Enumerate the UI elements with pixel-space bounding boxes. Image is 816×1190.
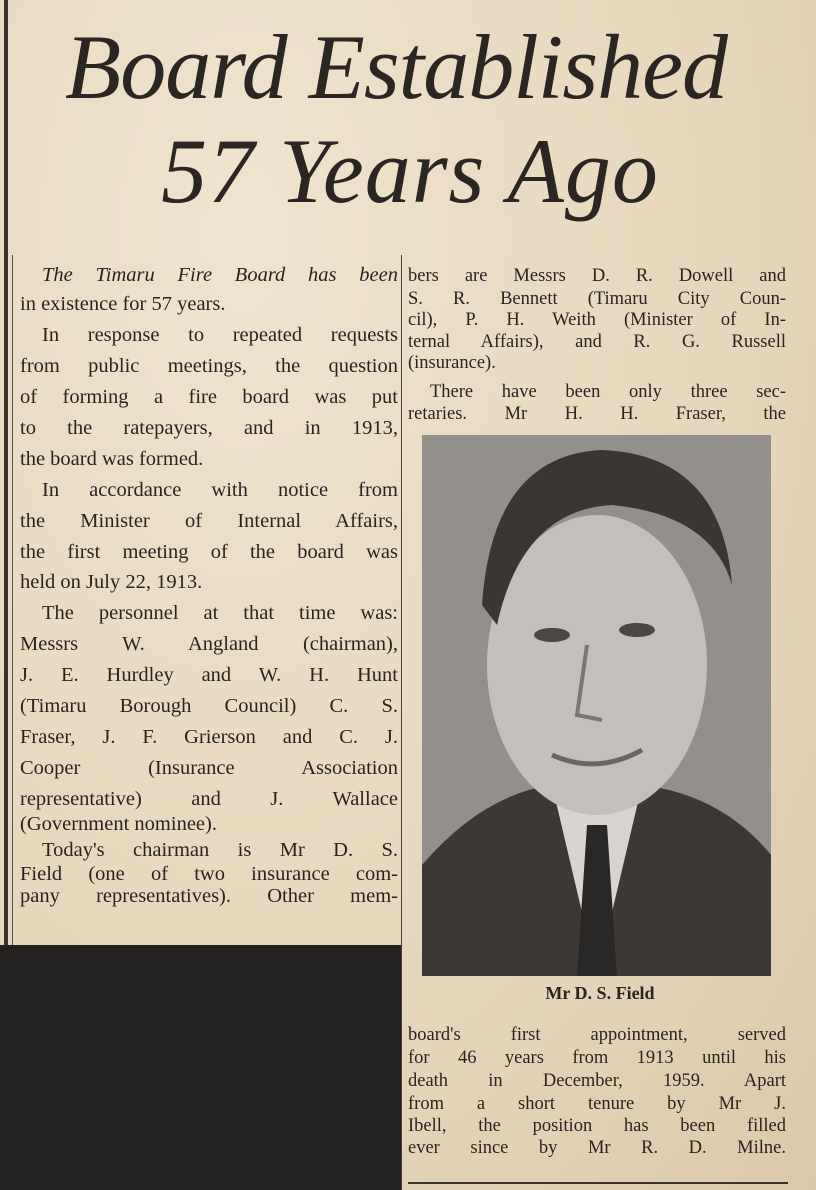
text-line: ternal Affairs), and R. G. Russell [408, 332, 786, 352]
text-line: retaries. Mr H. H. Fraser, the [408, 404, 786, 424]
text-line: In accordance with notice from [42, 479, 398, 501]
text-line: J. E. Hurdley and W. H. Hunt [20, 664, 398, 686]
text-line: The personnel at that time was: [42, 602, 398, 624]
text-line: from a short tenure by Mr J. [408, 1094, 786, 1114]
text-line: Fraser, J. F. Grierson and C. J. [20, 726, 398, 748]
text-line: pany representatives). Other mem- [20, 885, 398, 907]
bottom-rule [408, 1182, 788, 1184]
text-line: from public meetings, the question [20, 355, 398, 377]
headline-line-1: Board Established [65, 16, 727, 118]
text-line: Field (one of two insurance com- [20, 863, 398, 885]
text-line: (insurance). [408, 353, 496, 373]
text-line: representative) and J. Wallace [20, 788, 398, 810]
text-line: death in December, 1959. Apart [408, 1071, 786, 1091]
text-line: for 46 years from 1913 until his [408, 1048, 786, 1068]
text-line: in existence for 57 years. [20, 293, 226, 315]
headline-line-2: 57 Years Ago [161, 120, 659, 222]
text-line: (Government nominee). [20, 813, 217, 835]
text-line: Messrs W. Angland (chairman), [20, 633, 398, 655]
text-line: the first meeting of the board was [20, 541, 398, 563]
text-line: the Minister of Internal Affairs, [20, 510, 398, 532]
text-line: bers are Messrs D. R. Dowell and [408, 266, 786, 286]
text-line: There have been only three sec- [430, 382, 786, 402]
text-line: of forming a fire board was put [20, 386, 398, 408]
text-line: (Timaru Borough Council) C. S. [20, 695, 398, 717]
text-line: In response to repeated requests [42, 324, 398, 346]
photo-caption: Mr D. S. Field [545, 983, 655, 1003]
text-line: the board was formed. [20, 448, 204, 470]
text-line: S. R. Bennett (Timaru City Coun- [408, 289, 786, 309]
text-line: The Timaru Fire Board has been [42, 264, 398, 286]
text-line: Ibell, the position has been filled [408, 1116, 786, 1136]
text-line: Cooper (Insurance Association [20, 757, 398, 779]
column-rule [401, 255, 402, 1190]
text-line: held on July 22, 1913. [20, 571, 203, 593]
text-line: Today's chairman is Mr D. S. [42, 839, 398, 861]
text-line: board's first appointment, served [408, 1025, 786, 1045]
text-line: cil), P. H. Weith (Minister of In- [408, 310, 786, 330]
portrait-photo [422, 435, 771, 976]
text-line: ever since by Mr R. D. Milne. [408, 1138, 786, 1158]
text-line: to the ratepayers, and in 1913, [20, 417, 398, 439]
border-rule [12, 255, 13, 945]
black-mounting-area [0, 945, 401, 1190]
